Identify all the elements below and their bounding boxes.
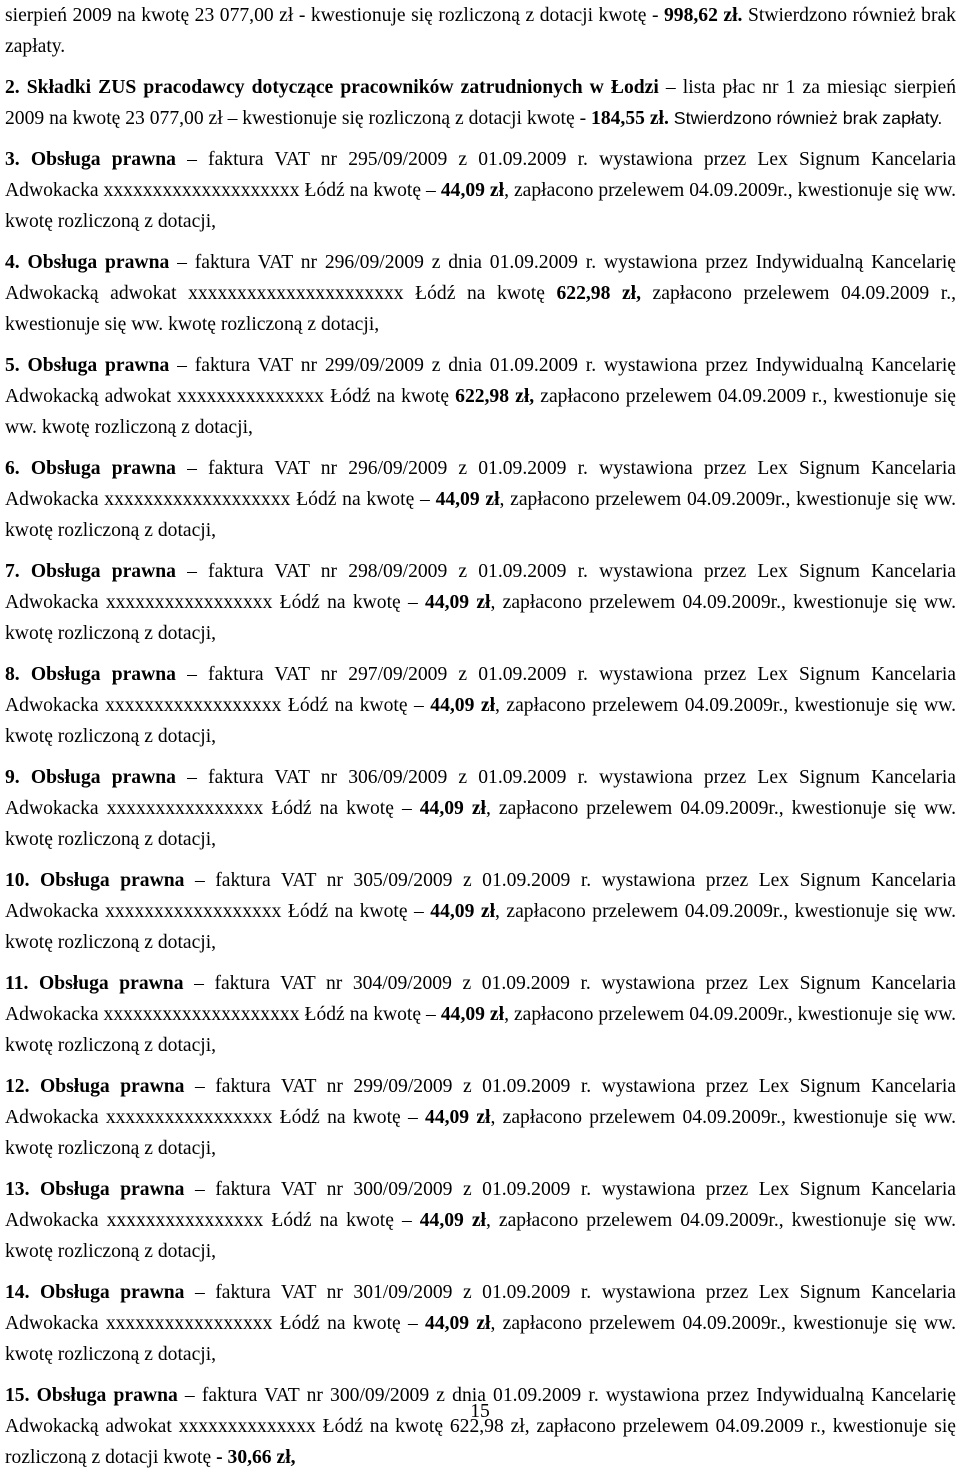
paragraph-3 [5, 144, 956, 237]
bold-text: 44,09 zł [419, 1210, 486, 1231]
paragraph-10 [5, 865, 956, 958]
bold-text: 998,62 zł. [664, 5, 743, 26]
paragraph-12 [5, 1071, 956, 1164]
body-text: , zapłacono przelewem 04.09.2009r., kwestionuje się ww. kwotę rozliczoną z dotacji, [5, 1313, 956, 1365]
bold-text: 44,09 zł [440, 1004, 505, 1025]
body-text: , zapłacono przelewem 04.09.2009r., kwestionuje się ww. kwotę rozliczoną z dotacji, [5, 180, 957, 232]
bold-text: 44,09 zł [430, 901, 496, 922]
body-text: , zapłacono przelewem 04.09.2009r., kwestionuje się ww. kwotę rozliczoną z dotacji, [5, 1210, 957, 1262]
bold-text: 8. Obsługa prawna [5, 664, 176, 685]
bold-text: 44,09 zł [425, 1107, 491, 1128]
bold-text: 3. Obsługa prawna [5, 149, 176, 170]
body-text: , zapłacono przelewem 04.09.2009r., kwestionuje się ww. kwotę rozliczoną z dotacji, [5, 901, 956, 953]
paragraph-4 [5, 247, 956, 340]
body-text: – faktura VAT nr 299/09/2009 z dnia 01.09.2009 r. wystawiona przez Indywidualną Kancelarię Adwokacką adwokat xxxxxxxxxxxxxxx Łódź na kwotę [5, 355, 956, 407]
paragraph-5 [5, 350, 956, 443]
body-text: zapłacono przelewem 04.09.2009 r., kwestionuje się ww. kwotę rozliczoną z dotacji, [5, 386, 956, 438]
paragraph-13 [5, 1174, 956, 1267]
paragraph-7 [5, 556, 956, 649]
bold-text: 44,09 zł [425, 592, 491, 613]
body-text: – faktura VAT nr 296/09/2009 z dnia 01.09.2009 r. wystawiona przez Indywidualną Kancelarię Adwokacką adwokat xxxxxxxxxxxxxxxxxxxxxx Łódź na kwotę [5, 252, 956, 304]
body-text: – faktura VAT nr 305/09/2009 z 01.09.2009 r. wystawiona przez Lex Signum Kancelaria Adwokacka xxxxxxxxxxxxxxxxxx Łódź na kwotę – [5, 870, 956, 922]
page-number: 15 [470, 1401, 490, 1422]
body-text: , zapłacono przelewem 04.09.2009r., kwestionuje się ww. kwotę rozliczoną z dotacji, [5, 489, 956, 541]
bold-text: 44,09 zł [419, 798, 486, 819]
bold-text: 14. Obsługa prawna [5, 1282, 185, 1303]
body-text: Stwierdzono również brak zapłaty. [5, 5, 956, 57]
bold-text: 6. Obsługa prawna [5, 458, 176, 479]
bold-text: 44,09 zł [430, 695, 496, 716]
bold-text: 9. Obsługa prawna [5, 767, 176, 788]
bold-text: 44,09 zł [440, 180, 505, 201]
bold-text: 12. Obsługa prawna [5, 1076, 185, 1097]
paragraph-11 [5, 968, 956, 1061]
body-text: – faktura VAT nr 296/09/2009 z 01.09.2009 r. wystawiona przez Lex Signum Kancelaria Adwokacka xxxxxxxxxxxxxxxxxxx Łódź na kwotę – [5, 458, 956, 510]
bold-text: 44,09 zł [425, 1313, 491, 1334]
paragraph-14 [5, 1277, 956, 1370]
paragraph-2 [5, 72, 956, 134]
paragraph-1 [5, 0, 956, 62]
bold-text: 11. Obsługa prawna [5, 973, 184, 994]
bold-text: 10. Obsługa prawna [5, 870, 185, 891]
body-text: – faktura VAT nr 306/09/2009 z 01.09.2009 r. wystawiona przez Lex Signum Kancelaria Adwokacka xxxxxxxxxxxxxxxx Łódź na kwotę – [5, 767, 956, 819]
body-text: – faktura VAT nr 295/09/2009 z 01.09.2009 r. wystawiona przez Lex Signum Kancelaria Adwokacka xxxxxxxxxxxxxxxxxxxx Łódź na kwotę – [5, 149, 956, 201]
bold-text: 622,98 zł, [455, 386, 535, 407]
paragraph-6 [5, 453, 956, 546]
bold-text: 44,09 zł [435, 489, 500, 510]
bold-text: 13. Obsługa prawna [5, 1179, 185, 1200]
bold-text: 622,98 zł, [556, 283, 641, 304]
bold-text: 7. Obsługa prawna [5, 561, 176, 582]
document-body [5, 0, 956, 1483]
body-text: – lista płac nr 1 za miesiąc sierpień 2009 na kwotę 23 077,00 zł – kwestionuje się rozliczoną z dotacji kwotę - [5, 77, 956, 129]
body-text: Stwierdzono również brak zapłaty. [673, 108, 943, 128]
body-text: – faktura VAT nr 297/09/2009 z 01.09.2009 r. wystawiona przez Lex Signum Kancelaria Adwokacka xxxxxxxxxxxxxxxxxx Łódź na kwotę – [5, 664, 956, 716]
body-text: – faktura VAT nr 304/09/2009 z 01.09.2009 r. wystawiona przez Lex Signum Kancelaria Adwokacka xxxxxxxxxxxxxxxxxxxx Łódź na kwotę – [5, 973, 956, 1025]
paragraph-9 [5, 762, 956, 855]
body-text: , zapłacono przelewem 04.09.2009r., kwestionuje się ww. kwotę rozliczoną z dotacji, [5, 1107, 956, 1159]
paragraph-8 [5, 659, 956, 752]
body-text: – faktura VAT nr 300/09/2009 z 01.09.2009 r. wystawiona przez Lex Signum Kancelaria Adwokacka xxxxxxxxxxxxxxxx Łódź na kwotę – [5, 1179, 956, 1231]
bold-text: 2. Składki ZUS pracodawcy dotyczące pracowników zatrudnionych w Łodzi [5, 77, 659, 98]
bold-text: 15. Obsługa prawna [5, 1385, 178, 1406]
body-text: , zapłacono przelewem 04.09.2009r., kwestionuje się ww. kwotę rozliczoną z dotacji, [5, 592, 956, 644]
body-text: – faktura VAT nr 298/09/2009 z 01.09.2009 r. wystawiona przez Lex Signum Kancelaria Adwokacka xxxxxxxxxxxxxxxxx Łódź na kwotę – [5, 561, 956, 613]
body-text: – faktura VAT nr 299/09/2009 z 01.09.2009 r. wystawiona przez Lex Signum Kancelaria Adwokacka xxxxxxxxxxxxxxxxx Łódź na kwotę – [5, 1076, 956, 1128]
body-text: sierpień 2009 na kwotę 23 077,00 zł - kwestionuje się rozliczoną z dotacji kwotę - [5, 5, 664, 26]
bold-text: 4. Obsługa prawna [5, 252, 170, 273]
body-text: zapłacono przelewem 04.09.2009 r., kwestionuje się ww. kwotę rozliczoną z dotacji, [5, 283, 956, 335]
body-text: – faktura VAT nr 300/09/2009 z dnia 01.09.2009 r. wystawiona przez Indywidualną Kancelarię Adwokacką adwokat xxxxxxxxxxxxxx Łódź na kwotę 622,98 zł, zapłacono przelewem 04.09.2009 r., kwestionuje się rozliczoną z dotacji kwotę [5, 1385, 956, 1468]
body-text: , zapłacono przelewem 04.09.2009r., kwestionuje się ww. kwotę rozliczoną z dotacji, [5, 695, 956, 747]
bold-text: 5. Obsługa prawna [5, 355, 170, 376]
body-text: , zapłacono przelewem 04.09.2009r., kwestionuje się ww. kwotę rozliczoną z dotacji, [5, 1004, 957, 1056]
body-text: , zapłacono przelewem 04.09.2009r., kwestionuje się ww. kwotę rozliczoną z dotacji, [5, 798, 957, 850]
body-text: – faktura VAT nr 301/09/2009 z 01.09.2009 r. wystawiona przez Lex Signum Kancelaria Adwokacka xxxxxxxxxxxxxxxxx Łódź na kwotę – [5, 1282, 956, 1334]
bold-text: 184,55 zł. [591, 108, 669, 129]
bold-text: - 30,66 zł, [216, 1447, 296, 1468]
